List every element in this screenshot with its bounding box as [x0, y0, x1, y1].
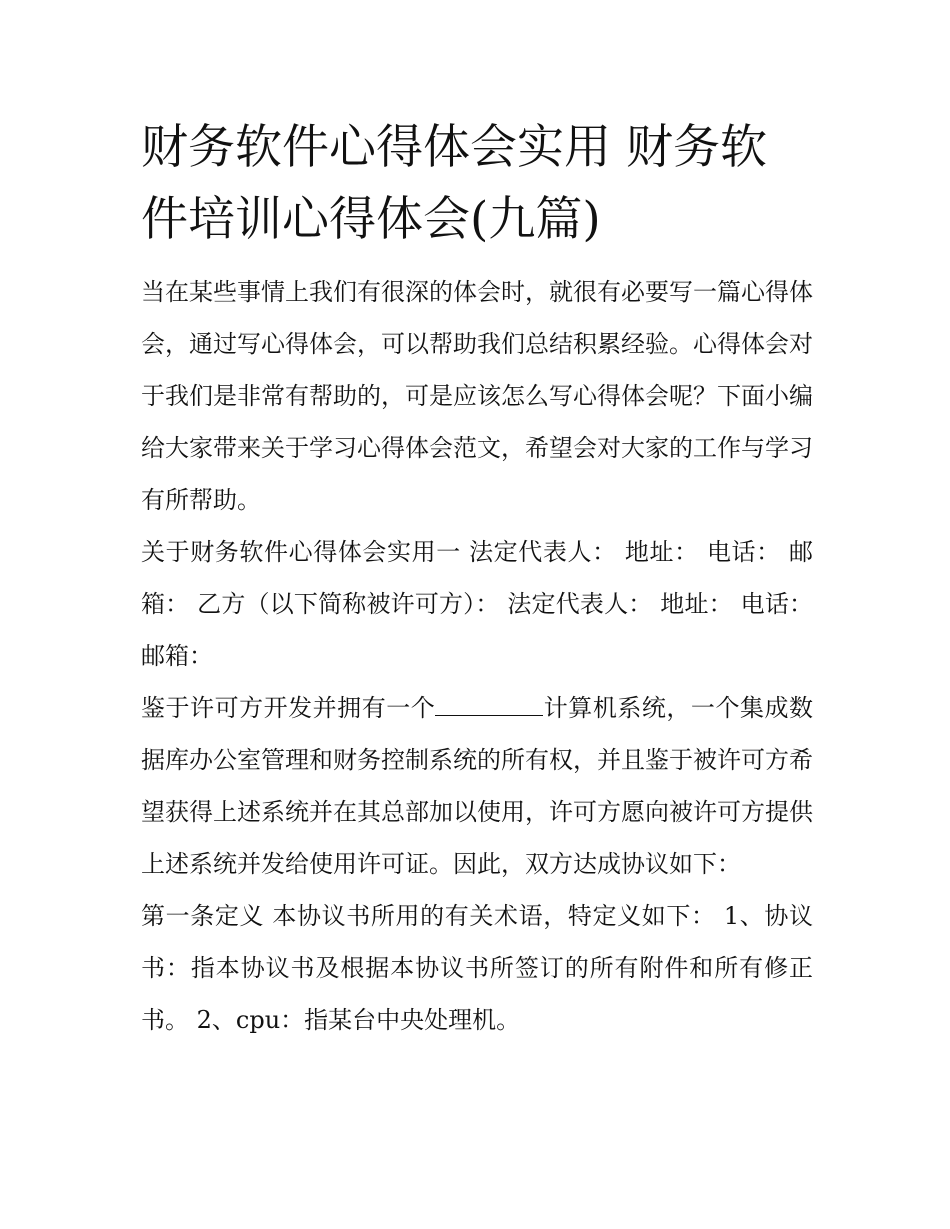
- fill-in-blank: [435, 693, 543, 716]
- license-paragraph: [141, 682, 813, 890]
- intro-paragraph: 当在某些事情上我们有很深的体会时，就很有必要写一篇心得体会，通过写心得体会，可以帮助我们总结积累经验。心得体会对于我们是非常有帮助的，可是应该怎么写心得体会呢？下面小编给大家带来关于学习心得体会范文，希望会对大家的工作与学习有所帮助。: [141, 278, 813, 514]
- document-title: 财务软件心得体会实用 财务软件培训心得体会(九篇): [141, 120, 767, 247]
- license-text-before-blank: 鉴于许可方开发并拥有一个: [141, 694, 436, 722]
- article-one-paragraph: 第一条定义 本协议书所用的有关术语，特定义如下： 1、协议书：指本协议书及根据本协议书所签订的所有附件和所有修正书。 2、cpu：指某台中央处理机。: [141, 902, 813, 1034]
- document-body: [141, 112, 813, 1046]
- parties-paragraph: 关于财务软件心得体会实用一 法定代表人： 地址： 电话： 邮箱： 乙方（以下简称被许可方）： 法定代表人： 地址： 电话： 邮箱：: [141, 538, 813, 670]
- license-text-after-blank: 计算机系统，一个集成数据库办公室管理和财务控制系统的所有权，并且鉴于被许可方希望获得上述系统并在其总部加以使用，许可方愿向被许可方提供上述系统并发给使用许可证。因此，双方达成协议如下：: [141, 694, 814, 878]
